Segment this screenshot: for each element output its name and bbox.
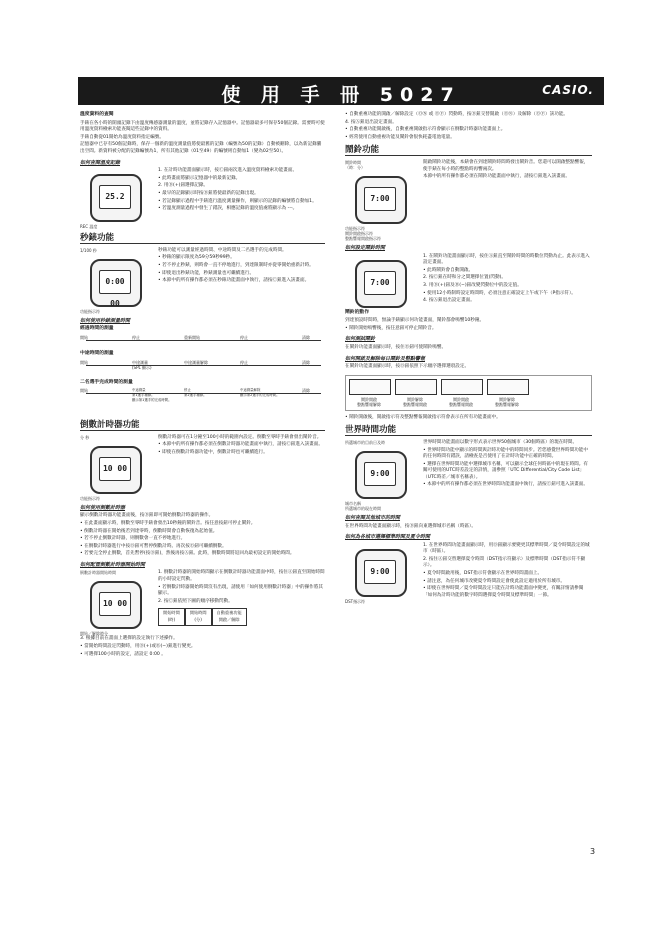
- fig-label: 1/100 秒: [80, 247, 97, 253]
- temp-watch-figure: [80, 168, 152, 229]
- lcd-readout: 0:00 00: [99, 270, 131, 294]
- line: • 可選擇100小時的設定，請設定 0:00 。: [80, 651, 166, 657]
- lcd-readout: 9:00: [364, 462, 396, 486]
- alarm-option: 鬧鈴開啟 整點響報解除: [349, 379, 389, 407]
- line: 3. 根據目前在畫面上選擇的設定執行下述操作。: [80, 636, 178, 642]
- brand-logo: CASIO.: [542, 83, 594, 97]
- temp-log-bullet: 記憶器中已存有50個記錄時，保存一個新的溫度測量值將使最舊的記錄（編號為50的記錄）自動被刪除，以為新記錄騰出空間。新資料被分配的記錄編號為1，所有其他記錄（01至49）的編號則自動加1（變為02至50）。: [80, 142, 322, 154]
- alarm-test-title: 如何測試鬧鈴: [345, 336, 376, 343]
- fig-label: 鬧鈴時間 （時：分）: [345, 159, 365, 170]
- fig-label: 秒: [85, 434, 90, 440]
- world-dst-figure: [345, 543, 417, 604]
- fig-label: 功能指示符: [80, 495, 100, 501]
- step: • 即使在世界時間／夏令時間設定只能在計時功能畫面中變更，有關詳情請參閱「如何為計時功能的數字時間選擇夏令時間及標準時間」一節。: [423, 586, 584, 598]
- alarm-set-figure: [345, 254, 417, 310]
- lcd-readout: 10 00: [99, 592, 131, 616]
- watch-illustration: [90, 581, 142, 629]
- alarm-figure: [345, 160, 417, 241]
- fig-label: 所選城市的現在時間: [345, 505, 381, 511]
- bell-icon: [395, 379, 437, 395]
- two-runner-title: 二名選手完成時間的測量: [80, 379, 133, 385]
- fig-label: 分: [80, 434, 84, 440]
- lcd-readout: 9:00: [364, 560, 396, 584]
- left-column: [80, 112, 325, 659]
- fig-label: 鬧鈴開啟指示符: [345, 230, 373, 236]
- step: 1. 在鬧鈴功能畫面顯示時，按住Ⓐ鈕直至鬧鈴時間的時數位閃動為止。此表示進入設定畫面。: [423, 253, 590, 266]
- stopwatch-figure: [80, 248, 152, 314]
- split-flow: [80, 360, 325, 378]
- bullet: • 本節中的所有操作都必須在倒數計時器功能畫面中執行，請按Ⓒ鈕進入該畫面。: [158, 442, 323, 448]
- alarm-option: 鬧鈴解除 整點響報開啟: [395, 379, 435, 407]
- cd-set-figure: [80, 570, 152, 636]
- alarm-test-text: 在鬧鈴功能畫面顯示時，按住Ⓓ鈕可使鬧鈴鳴響。: [345, 344, 447, 350]
- line: • 若要完全停止倒數，首先暫停(按Ⓓ鈕)，然後再按Ⓐ鈕。此時，倒數時間將返回為最初設定的開始時間。: [80, 551, 295, 557]
- bullet: • 即使退出秒錶功能，秒錶測量也可繼續進行。: [158, 270, 255, 276]
- step: 2. 按Ⓒ鈕在時和分之間選擇位置(閃動)。: [423, 275, 506, 281]
- temp-view-title: 如何查閱溫度記錄: [80, 159, 121, 166]
- world-text: 世界時間功能畫面以數字形式表示世界50個城市（30個時區）的現在時間。: [423, 439, 578, 445]
- temp-label: 溫度: [89, 224, 98, 230]
- setting-sequence: [158, 608, 325, 625]
- elapsed-flow: [80, 335, 325, 349]
- watch-illustration: [355, 451, 407, 499]
- step: • 此時鬧鈴會自動開啟。: [423, 267, 474, 273]
- sequence-box: 自動重複功能 開啟／解除: [212, 608, 247, 625]
- step: • 使用12小時制時設定時間時，必須注意正確設定上午或下午（P指示符）。: [423, 290, 576, 296]
- step: • 若記錄顯示過程中手錶進行溫度測量操作，則顯示的記錄的編號將自動加1。: [158, 198, 317, 204]
- step: 2. 用Ⓓ(+)鈕選擇記錄。: [158, 183, 209, 189]
- watch-illustration: [90, 259, 142, 307]
- watch-illustration: 25.2: [90, 174, 142, 222]
- manual-title: 使 用 手 冊 5027: [221, 84, 461, 106]
- flow-step: 開始: [80, 359, 88, 365]
- alarm-option: 鬧鈴開啟 整點響報開啟: [441, 379, 481, 407]
- line: • 自動重複功能開啟後，自動重複開啟指示符會顯示在倒數計時器功能畫面上。: [345, 127, 506, 133]
- right-column: [345, 112, 592, 604]
- sequence-box: 開始時間 (分): [185, 608, 212, 625]
- bullet: • 世界時間功能中顯示的時間與計時功能中的時間同步。若您感覺世界時間功能中的任何時間有錯誤，請檢查是否使用了在計時功能中正確的時間。: [423, 447, 588, 460]
- world-view-title: 如何查閱其他城市的時間: [345, 514, 401, 521]
- flow-step: 中途測量 (SPL 顯示): [132, 359, 152, 370]
- step: 1. 在計時功能畫面顯示時，按Ⓒ鈕兩次進入溫度資料檢索功能畫面。: [158, 168, 298, 174]
- bullet: • 即使在倒數計時器功能中，倒數計時也可繼續進行。: [158, 449, 268, 455]
- fig-label: 開始／解除時分: [80, 631, 108, 637]
- line: • 自動重複功能的開啟／解除設定（ⓄⓃ 或 ⓄⒻ）閃動時，按Ⓓ鈕交替開啟（ⓄⓃ）及解除（ⓄⒻ）該功能。: [345, 112, 569, 117]
- flow-step: 停止: [132, 334, 140, 340]
- bullet: • 本節中的所有操作都必須在世界時間功能畫面中執行，請按Ⓒ鈕可進入該畫面。: [423, 482, 588, 488]
- world-section-title: 世界時間功能: [345, 427, 592, 436]
- bullet: • 本節中的所有操作都必須在秒錶功能畫面中執行，請按Ⓒ鈕進入該畫面。: [158, 278, 310, 284]
- lcd-readout: 10 00: [99, 457, 131, 481]
- bullet: • 鬧鈴開啟後，開啟指示符及整點響報開啟指示符會表示在所有功能畫面中。: [345, 414, 501, 420]
- split-title: 中途時間的測量: [80, 350, 114, 356]
- countdown-section-title: 倒數計時器功能: [80, 422, 325, 431]
- step: 3. 用Ⓓ(+)鈕及Ⓑ(−)鈕改變閃動位中的設定值。: [423, 282, 522, 288]
- bell-icon: [349, 379, 391, 395]
- line: • 經常使用自動重複功能及鬧鈴會很快耗盡電池電量。: [345, 134, 455, 140]
- temp-log-title: 溫度資料的查閱: [80, 112, 114, 117]
- line: 顯示倒數計時器功能畫面後，按Ⓓ鈕即可開始倒數計時器的操作。: [80, 513, 214, 519]
- countdown-figure: [80, 435, 152, 501]
- flow-step: 重新開始: [184, 334, 200, 340]
- temp-log-bullet: 手錶自動從01開始為溫度資料指定編號。: [80, 134, 164, 140]
- step: 2. 按住Ⓐ鈕交替選擇夏令時間（DST指示符顯示）及標準時間（DST指示符不顯示）。: [423, 556, 586, 569]
- flow-step: 開始: [80, 388, 88, 394]
- line: • 當開始時間設定閃動時，用Ⓓ(+)或Ⓑ(−)鈕進行變更。: [80, 644, 196, 650]
- rec-label: REC: [80, 224, 89, 230]
- alarm-set-title: 如何設定鬧鈴時間: [345, 244, 386, 251]
- bullet: • 選擇在世界時間功能中選擇城市名稱，可以顯示全球任何時區中的現在時間。有關可使用的UTC時差設定的詳情，請參照「UTC Differential/City Code List」（UTC時差／城市名稱表）。: [423, 461, 588, 480]
- bell-icon: [487, 379, 529, 395]
- step: • 若倒數計時器開始時間沒有出現，請使用「如何使用倒數計時器」中的操作將其顯示。: [158, 584, 323, 597]
- fig-label: 倒數計時器開始時間: [80, 570, 116, 576]
- line: • 在此畫面顯示時，倒數至零時手錶會發出10秒鐘的鬧鈴音。按任意按鈕可停止鬧鈴。: [80, 520, 256, 526]
- flow-step: 中途測量解除 顯示第2選手的完成時間。: [240, 388, 280, 398]
- world-figure: [345, 440, 417, 511]
- step: • 夏令時間啟用後，DST指示符會顯示在世界時間畫面上。: [423, 571, 543, 577]
- title-banner: [78, 77, 604, 105]
- bullet: • 若不停止秒錶，則時會一直不停地進行，到達限制時亦從零開始重新計時。: [158, 262, 314, 268]
- step: • 最早的記錄顯示時按Ⓓ鈕將使最新的記錄出現。: [158, 190, 259, 196]
- alarm-select-title: 如何開啟及解除每日鬧鈴及整點響報: [345, 355, 426, 362]
- fig-label: 整點響報開啟指示符: [345, 235, 381, 241]
- watch-illustration: [355, 176, 407, 224]
- world-dst-title: 如何為各城市選擇標準時間及夏令時間: [345, 534, 431, 541]
- countdown-text: 倒數計時器可在1分鐘至100小時的範圍內設定。倒數至零時手錶會發出鬧鈴音。: [158, 434, 322, 440]
- flow-step: 停止: [240, 359, 248, 365]
- elapsed-title: 經過時間的測量: [80, 326, 114, 332]
- watch-illustration: [355, 549, 407, 597]
- two-runner-flow: [80, 388, 325, 416]
- alarm-select-sequence: [345, 375, 592, 411]
- alarm-section-title: 鬧鈴功能: [345, 147, 592, 156]
- cd-set-title: 如何配置倒數計時器開始時間: [80, 561, 146, 568]
- step: 2. 按Ⓒ鈕依照下圖的順序移動閃動。: [158, 598, 233, 604]
- stopwatch-section-title: 秒錶功能: [80, 235, 325, 244]
- bullet: • 鬧鈴開始鳴響後，按任意鈕可停止鬧鈴音。: [345, 325, 437, 331]
- fig-label: DST指示符: [345, 598, 366, 604]
- stopwatch-text: 秒錶功能可以測量經過時間、中途時間及二名選手的完成時間。: [158, 247, 287, 253]
- step: 1. 倒數計時器的開始時間顯示在倒數計時器功能畫面中時，按住Ⓐ鈕直至開始時間的小時設定閃動。: [158, 570, 325, 583]
- step: • 此時畫面將顯示記憶器中的最新記錄。: [158, 175, 241, 181]
- fig-label: 功能指示符: [345, 225, 365, 231]
- flow-step: 清除: [302, 359, 310, 365]
- flow-step: 清除: [302, 334, 310, 340]
- flow-step: 清除: [302, 388, 310, 394]
- lcd-readout: 7:00: [364, 187, 396, 211]
- measure-title: 如何使用秒錶測量時間: [80, 317, 131, 324]
- world-view-text: 在世界時間功能畫面顯示時，按Ⓓ鈕向東選擇城市名稱（時區）。: [345, 523, 476, 529]
- flow-step: 開始: [80, 334, 88, 340]
- watch-illustration: [355, 260, 407, 308]
- bell-icon: [441, 379, 483, 395]
- alarm-select-text: 在鬧鈴功能畫面顯示時，按Ⓓ鈕依照下示順序選擇選項設定。: [345, 364, 470, 370]
- alarm-option: 鬧鈴解除 整點響報解除: [487, 379, 527, 407]
- flow-step: 中途測量解除: [184, 359, 208, 365]
- sequence-box: 開始時間 (時): [158, 608, 185, 625]
- alarm-op-text: 到達預設時間時，無論手錶顯示何功能畫面，鬧鈴都會鳴響10秒鐘。: [345, 318, 485, 324]
- flow-step: 停止 第2選手撞線。: [184, 388, 207, 398]
- line: • 若不停止倒數計時器，則倒數會一直不停地進行。: [80, 536, 186, 542]
- lcd-readout: 7:00: [364, 271, 396, 295]
- flow-step: 中途測量 第1選手撞線。 顯示第1選手的完成時間。: [132, 388, 172, 403]
- temp-log-text: 手錶在各小時的開頭記錄下由溫度傳感器測量的溫度，並將記錄存入記憶器中。記憶器最多可保存50個記錄。需要時可使用溫度資料檢索功能查閱這些記錄中的資料。: [80, 120, 325, 133]
- alarm-op-title: 鬧鈴的動作: [345, 309, 369, 315]
- page-number: 3: [590, 847, 596, 856]
- bullet: 本節中的所有操作都必須在鬧鈴功能畫面中執行，請按Ⓒ鈕進入該畫面。: [423, 174, 571, 180]
- flow-step: 停止: [240, 334, 248, 340]
- step: • 請注意，為任何城市改變夏令時間設定會使此設定適用於所有城市。: [423, 578, 565, 584]
- line: • 在倒數計時器進行中按Ⓓ鈕可暫停倒數計時。再次按Ⓓ鈕可繼續倒數。: [80, 543, 227, 549]
- bullet: • 秒錶的顯示限度為59分59秒99秒。: [158, 255, 235, 261]
- line: 4. 按Ⓐ鈕退出設定畫面。: [345, 119, 397, 125]
- fig-label: 城市名稱: [345, 500, 361, 506]
- line: • 倒數計時器在開始後若到達零時，倒數時間會自動恢復為起始值。: [80, 528, 218, 534]
- step: 1. 在世界時間功能畫面顯示時，用Ⓓ鈕顯示要變更其標準時間／夏令時間設定的城市（時區）。: [423, 542, 590, 555]
- alarm-text: 開啟鬧鈴功能後，本錶會在到達鬧鈴時間時發出鬧鈴音。您還可以開啟整點響報，使手錶在每小時的整點時再響兩次。: [423, 159, 589, 172]
- watch-illustration: [90, 446, 142, 494]
- step: • 若溫度測量過程中發生了錯誤，相應記錄的溫度值處將顯示為 ---。: [158, 206, 298, 212]
- step: 4. 按Ⓐ鈕退出設定畫面。: [423, 298, 475, 304]
- fig-label: 所選城市的目前日及時: [345, 439, 385, 445]
- cd-use-title: 如何使用倒數計時器: [80, 504, 126, 511]
- fig-label: 功能指示符: [80, 308, 100, 314]
